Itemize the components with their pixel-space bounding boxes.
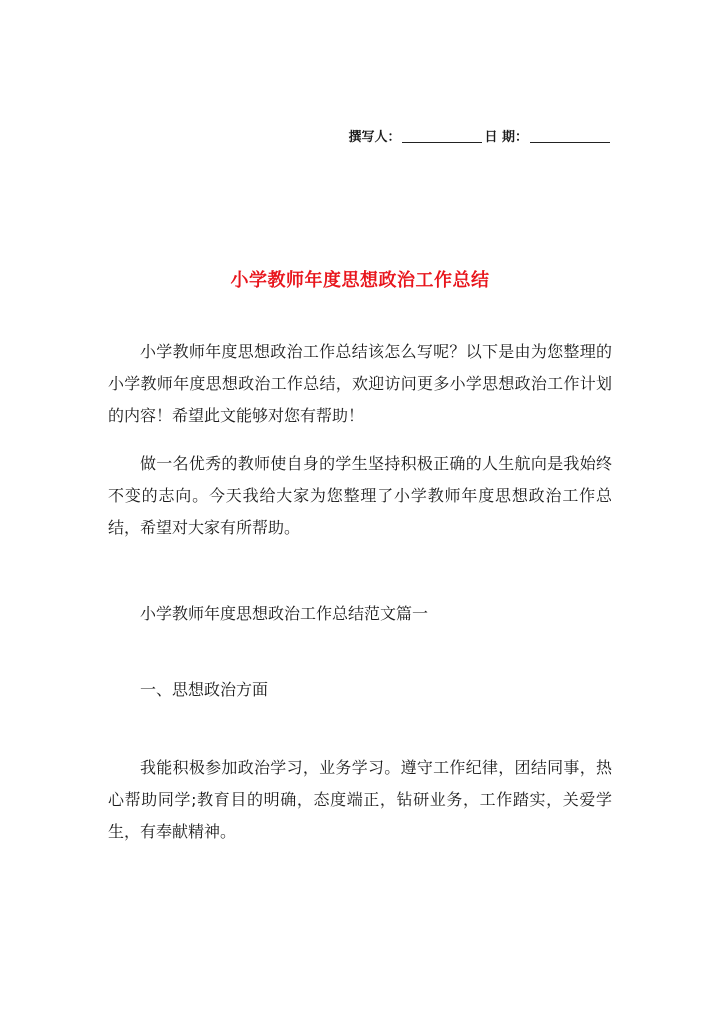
- intro-paragraph-1: 小学教师年度思想政治工作总结该怎么写呢？以下是由为您整理的小学教师年度思想政治工作总结，欢迎访问更多小学思想政治工作计划的内容！希望此文能够对您有帮助！: [108, 342, 612, 425]
- section-heading: 小学教师年度思想政治工作总结范文篇一: [140, 604, 429, 623]
- author-blank-line: [402, 128, 482, 143]
- subheading: 一、思想政治方面: [140, 680, 269, 699]
- author-date-line: [348, 126, 612, 145]
- body-paragraph: 我能积极参加政治学习，业务学习。遵守工作纪律，团结同事，热心帮助同学;教育目的明确，态度端正，钻研业务，工作踏实，关爱学生，有奉献精神。: [108, 758, 612, 841]
- intro-paragraph-2: 做一名优秀的教师使自身的学生坚持积极正确的人生航向是我始终不变的志向。今天我给大家为您整理了小学教师年度思想政治工作总结，希望对大家有所帮助。: [108, 454, 612, 537]
- author-label: 撰写人：: [348, 130, 401, 145]
- document-title: 小学教师年度思想政治工作总结: [230, 270, 490, 291]
- date-label: 日 期：: [484, 130, 528, 145]
- date-blank-line: [530, 128, 610, 143]
